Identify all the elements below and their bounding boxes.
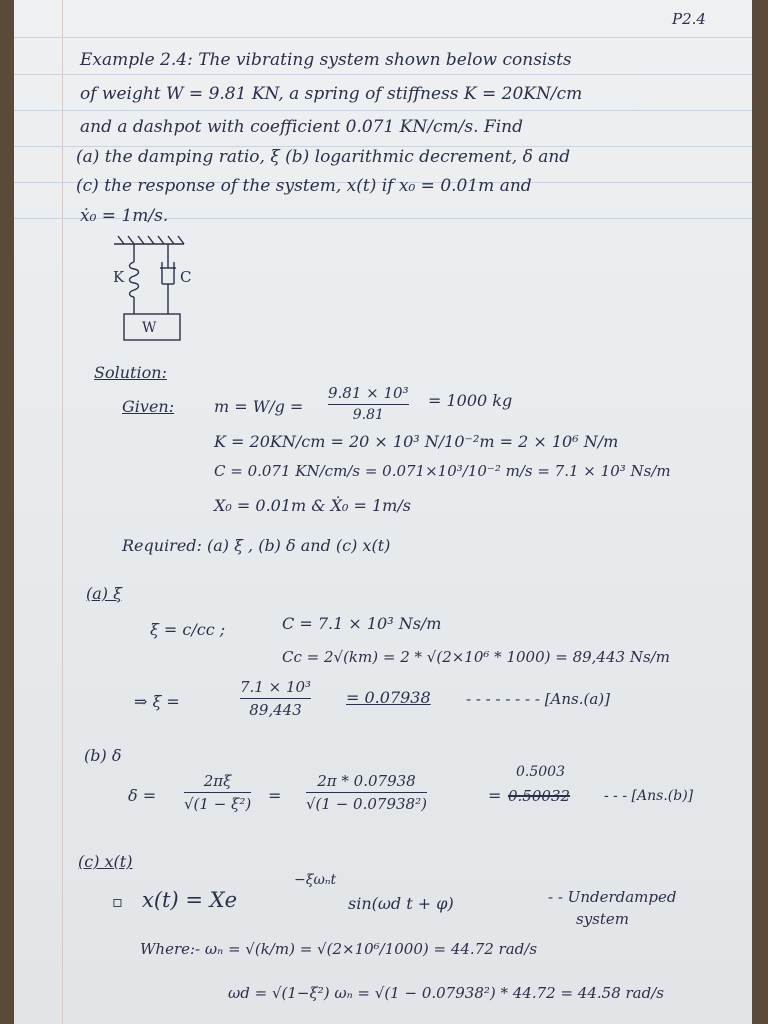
zeta-denominator: 89,443 bbox=[249, 701, 302, 719]
natural-frequency-line: Where:- ωₙ = √(k/m) = √(2×10⁶/1000) = 44.72 rad/s bbox=[140, 940, 538, 958]
delta-struck-value: 0.50032 bbox=[508, 787, 571, 805]
mass-fraction bbox=[328, 384, 409, 423]
delta-value-denominator: √(1 − 0.07938²) bbox=[306, 795, 427, 813]
c-value: C = 7.1 × 10³ Ns/m bbox=[282, 614, 442, 633]
solution-heading: Solution: bbox=[94, 363, 167, 382]
diagram-c-label: C bbox=[180, 268, 192, 286]
critical-damping-line: Cc = 2√(km) = 2 * √(2×10⁶ * 1000) = 89,443 Ns/m bbox=[282, 648, 670, 666]
damping-coefficient-line: C = 0.071 KN/cm/s = 0.071×10³/10⁻² m/s = 7.1 × 10³ Ns/m bbox=[214, 462, 671, 480]
response-sine-term: sin(ωd t + φ) bbox=[348, 894, 454, 913]
answer-b: - - - [Ans.(b)] bbox=[604, 788, 694, 804]
damped-frequency-line: ωd = √(1−ξ²) ωₙ = √(1 − 0.07938²) * 44.72 = 44.58 rad/s bbox=[228, 984, 664, 1002]
mass-lhs: m = W/g = bbox=[214, 397, 304, 416]
delta-value-fraction bbox=[306, 772, 427, 813]
initial-conditions-line: X₀ = 0.01m & Ẋ₀ = 1m/s bbox=[214, 496, 411, 515]
mass-result: = 1000 kg bbox=[428, 391, 513, 410]
ruled-line bbox=[14, 37, 752, 38]
zeta-fraction bbox=[240, 678, 311, 719]
diagram-mass-label: W bbox=[142, 320, 157, 336]
problem-line-4: (a) the damping ratio, ξ (b) logarithmic decrement, δ and bbox=[76, 147, 571, 167]
ruled-line bbox=[14, 110, 752, 111]
mass-numerator: 9.81 × 10³ bbox=[328, 384, 409, 402]
delta-formula-denominator: √(1 − ξ²) bbox=[184, 795, 252, 813]
response-equation: x(t) = Xe bbox=[142, 888, 237, 912]
problem-line-6: ẋ₀ = 1m/s. bbox=[80, 206, 169, 226]
part-c-heading: (c) x(t) bbox=[78, 852, 133, 871]
delta-formula-fraction bbox=[184, 772, 251, 813]
answer-a: - - - - - - - - [Ans.(a)] bbox=[466, 690, 611, 708]
ruled-line bbox=[14, 74, 752, 75]
zeta-result-lhs: ⇒ ξ = bbox=[134, 692, 180, 711]
part-a-heading: (a) ξ bbox=[86, 584, 122, 603]
delta-equals-2: = bbox=[488, 786, 502, 805]
diagram-k-label: K bbox=[113, 268, 125, 286]
zeta-result-value: = 0.07938 bbox=[346, 688, 431, 707]
zeta-definition: ξ = c/cc ; bbox=[150, 620, 226, 639]
delta-lhs: δ = bbox=[128, 786, 157, 805]
delta-formula-numerator: 2πξ bbox=[203, 772, 232, 790]
mass-denominator: 9.81 bbox=[352, 407, 384, 423]
bullet: ▫ bbox=[112, 892, 123, 911]
zeta-numerator: 7.1 × 10³ bbox=[240, 678, 312, 696]
underdamped-note: - - Underdamped bbox=[548, 888, 677, 906]
stiffness-line: K = 20KN/cm = 20 × 10³ N/10⁻²m = 2 × 10⁶ N/m bbox=[214, 432, 619, 451]
problem-line-2: of weight W = 9.81 KN, a spring of stiffness K = 20KN/cm bbox=[80, 84, 583, 104]
underdamped-note-2: system bbox=[576, 910, 629, 928]
given-label: Given: bbox=[122, 397, 175, 416]
delta-value-numerator: 2π * 0.07938 bbox=[317, 772, 416, 790]
part-b-heading: (b) δ bbox=[84, 746, 122, 765]
required-line: Required: (a) ξ , (b) δ and (c) x(t) bbox=[122, 536, 391, 555]
response-exponent: −ξωₙt bbox=[294, 872, 337, 888]
problem-line-1: Example 2.4: The vibrating system shown below consists bbox=[80, 50, 572, 70]
problem-line-5: (c) the response of the system, x(t) if x₀ = 0.01m and bbox=[76, 176, 532, 196]
page-number: P2.4 bbox=[672, 10, 706, 28]
delta-corrected-value: 0.5003 bbox=[516, 764, 565, 780]
margin-line bbox=[62, 0, 63, 1024]
problem-line-3: and a dashpot with coefficient 0.071 KN/cm/s. Find bbox=[80, 117, 523, 137]
delta-equals: = bbox=[268, 786, 282, 805]
